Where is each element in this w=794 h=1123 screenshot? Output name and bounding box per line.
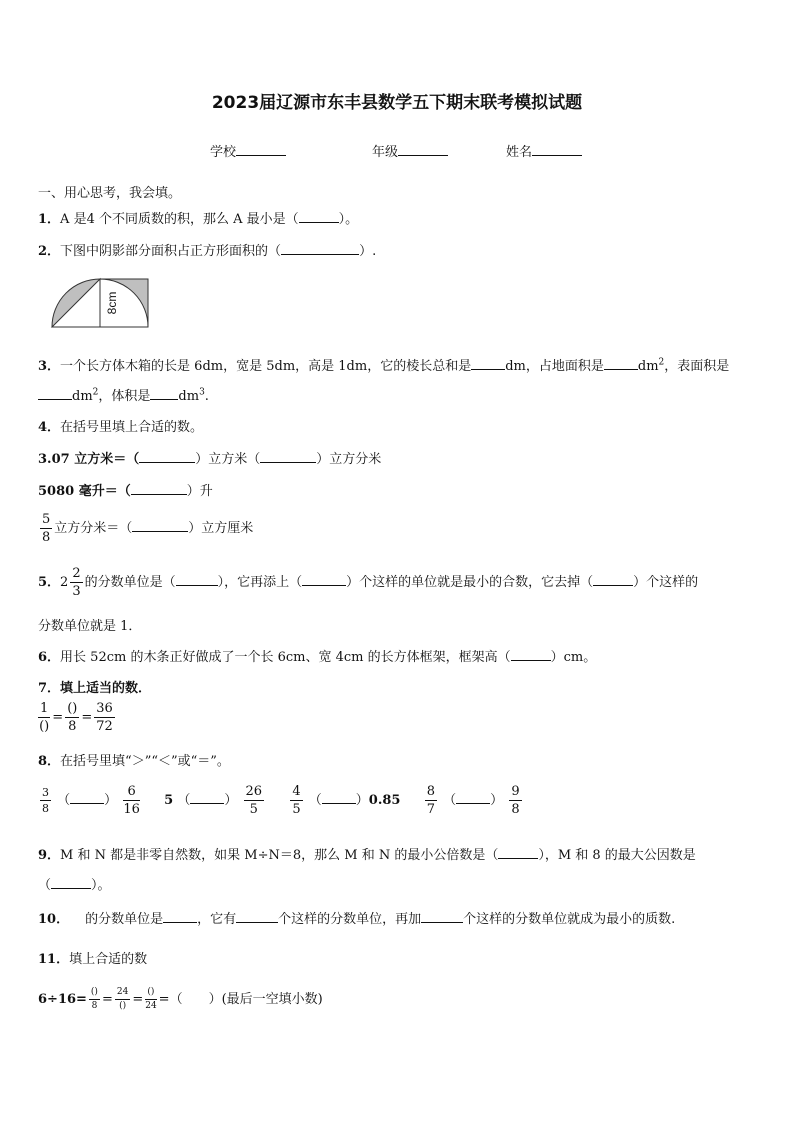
q6-blank[interactable] (511, 648, 551, 661)
page-title: 2023届辽源市东丰县数学五下期末联考模拟试题 (211, 93, 583, 113)
question-11 (38, 948, 147, 967)
question-5 (38, 567, 698, 598)
grade-label: 年级 (372, 145, 399, 160)
name-blank[interactable] (532, 143, 582, 156)
grade-blank[interactable] (398, 143, 448, 156)
q11-lead: 6÷16= (38, 992, 87, 1007)
q11-f3-num: () (145, 988, 156, 1000)
q11-f3-den: 24 (145, 1001, 157, 1011)
q9-blank-2[interactable] (51, 876, 91, 889)
q7-fraction-2 (65, 702, 79, 733)
q11-number: 11． (38, 952, 70, 967)
q7-fraction-1 (38, 702, 50, 733)
question-3 (38, 355, 729, 374)
q3-t5-sup: 2 (92, 387, 99, 398)
q4-line3-b: ）立方厘米 (188, 521, 254, 536)
q10-t4: 个这样的分数单位就成为最小的质数. (463, 912, 676, 927)
q5-line-2: 分数单位就是 1． (38, 619, 142, 634)
q6-text-b: ）cm。 (550, 650, 597, 665)
q9-text-b: ），M 和 8 的最大公因数是 (538, 848, 696, 863)
q8-blank-4[interactable] (456, 791, 490, 804)
q9-blank-1[interactable] (498, 846, 538, 859)
question-8 (38, 750, 230, 769)
q2-text-b: ）. (359, 244, 377, 259)
grade-field (372, 141, 448, 160)
q1-text-b: ）。 (338, 212, 359, 227)
q4-text: 在括号里填上合适的数。 (60, 420, 204, 435)
q9-text-a: M 和 N 都是非零自然数，如果 M÷N＝8，那么 M 和 N 的最小公倍数是（ (60, 848, 499, 863)
q4-line3-a: 立方分米＝（ (54, 521, 133, 536)
school-blank[interactable] (236, 143, 286, 156)
q10-blank-2[interactable] (236, 910, 278, 923)
q5-frac-num: 2 (72, 566, 81, 581)
q5-number: 5． (38, 575, 61, 590)
q7-equals-2: = (81, 710, 93, 725)
q7-number: 7． (38, 681, 61, 696)
q10-number: 10． (38, 912, 70, 927)
q11-fraction-1 (89, 988, 100, 1011)
q4-line-1 (38, 448, 381, 467)
q4-line-3 (38, 513, 253, 544)
q8-c4-paren-close: ） (490, 793, 504, 808)
q10-blank-3[interactable] (421, 910, 463, 923)
q7-f3-num: 36 (96, 701, 113, 716)
q3-t5: dm (72, 389, 93, 404)
q10-blank-1[interactable] (163, 910, 197, 923)
school-field (210, 141, 286, 160)
q6-number: 6． (38, 650, 61, 665)
question-4 (38, 416, 203, 435)
q9-text-c: （ (38, 878, 52, 893)
q3-number: 3． (38, 359, 61, 374)
q8-c2-den: 5 (249, 802, 258, 817)
q11-f1-den: 8 (91, 1001, 98, 1011)
q7-equation (36, 702, 117, 733)
q4-line-2 (38, 480, 213, 499)
q4-blank-4[interactable] (132, 519, 188, 532)
q11-fraction-3 (145, 988, 156, 1011)
q2-number: 2． (38, 244, 61, 259)
q8-c4-den: 7 (426, 802, 436, 817)
q4-line2-a: 5080 毫升＝（ (38, 484, 131, 499)
q7-text: 填上适当的数． (60, 681, 152, 696)
q8-c3-paren-open: （ (308, 793, 322, 808)
q2-figure (46, 276, 154, 332)
q9-number: 9． (38, 848, 61, 863)
question-1 (38, 208, 358, 227)
q1-number: 1． (38, 212, 61, 227)
q4-frac-num: 5 (42, 512, 51, 527)
q8-c1-num: 3 (42, 786, 49, 799)
q8-c1-b: 6 (123, 785, 140, 801)
q4-frac-den: 8 (42, 530, 51, 545)
q8-c2-num: 26 (245, 784, 263, 799)
q8-c2-whole: 5 (164, 793, 174, 808)
q4-blank-3[interactable] (131, 482, 187, 495)
q8-c2-paren-open: （ (177, 793, 191, 808)
q8-c3-num: 4 (292, 784, 301, 799)
q8-blank-3[interactable] (322, 791, 356, 804)
q8-c2-fraction (244, 785, 265, 816)
q3-t2: dm，占地面积是 (505, 359, 604, 374)
q8-c1-d: 16 (123, 802, 140, 817)
q4-blank-2[interactable] (260, 450, 316, 463)
q11-fraction-2 (115, 988, 130, 1011)
q8-c4-num: 8 (426, 784, 436, 799)
q10-t3: 个这样的分数单位，再加 (278, 912, 422, 927)
q9-text-d: ）。 (91, 878, 111, 893)
q8-comparisons (38, 785, 524, 816)
q9-line-2 (38, 874, 111, 893)
q4-fraction (40, 513, 52, 544)
q5-frac-den: 3 (72, 584, 81, 599)
q5-blank-1[interactable] (176, 573, 218, 586)
q8-c4-paren-open: （ (443, 793, 457, 808)
q5-blank-2[interactable] (302, 573, 346, 586)
q4-line2-b: ）升 (186, 484, 213, 499)
q5-t2: ），它再添上（ (217, 575, 303, 590)
q5-blank-3[interactable] (593, 573, 633, 586)
question-7 (38, 677, 151, 696)
question-9 (38, 844, 696, 863)
school-label: 学校 (210, 145, 237, 160)
q7-f1-num: 1 (40, 701, 49, 716)
q5-whole: 2 (60, 575, 69, 590)
q5-t3: ）个这样的单位就是最小的合数，它去掉（ (346, 575, 594, 590)
name-label: 姓名 (506, 145, 533, 160)
q8-c1-paren-open: （ (57, 793, 71, 808)
figure-dimension-label: 8cm (105, 291, 119, 315)
q3-t8: . (204, 389, 209, 404)
q8-number: 8． (38, 754, 61, 769)
q10-t1: 的分数单位是 (85, 912, 164, 927)
q8-c4-b: 9 (511, 784, 520, 799)
q11-f1-num: () (89, 988, 100, 1000)
question-3-line2 (38, 385, 209, 404)
q8-c4-left (425, 785, 437, 816)
q3-blank-1[interactable] (471, 357, 505, 370)
q7-fraction-3 (94, 702, 115, 733)
q3-t6: ，体积是 (98, 389, 151, 404)
q8-c1-right (123, 785, 140, 816)
q3-t3: dm (637, 359, 659, 374)
q8-text: 在括号里填“＞”“＜”或“＝”。 (60, 754, 230, 769)
q4-line1-b: ）立方米（ (195, 452, 261, 467)
q8-c4-d: 8 (511, 802, 520, 817)
q8-c4-right (509, 785, 521, 816)
q11-equation: 6÷16= $\frac{()}{8}$ = $\frac{24}{()}$ = $\frac{()}{24}$ =（ ）(最后一空填小数) (38, 987, 323, 1011)
section-heading: 一、用心思考，我会填。 (38, 186, 182, 201)
q11-f2-num: 24 (115, 988, 130, 1000)
q7-f2-num: () (67, 701, 78, 716)
q7-equals-1: = (52, 710, 64, 725)
q10-t2: ，它有 (197, 912, 237, 927)
name-field (506, 141, 582, 160)
q11-f2-den: () (119, 1001, 127, 1011)
q3-t4: ，表面积是 (664, 359, 730, 374)
q5-fraction (70, 567, 82, 598)
q3-t7: dm (178, 389, 200, 404)
q8-blank-2[interactable] (190, 791, 224, 804)
q6-text-a: 用长 52cm 的木条正好做成了一个长 6cm、宽 4cm 的长方体框架，框架高（ (60, 650, 511, 665)
q11-tail: =（ ）(最后一空填小数) (158, 992, 323, 1007)
question-10 (38, 908, 675, 927)
q3-blank-2[interactable] (604, 357, 638, 370)
q11-text: 填上合适的数 (69, 952, 148, 967)
q4-blank-1[interactable] (139, 450, 195, 463)
q8-c1-den: 8 (42, 802, 49, 815)
q8-c2-paren-close: ） (224, 793, 238, 808)
q4-line1-c: ）立方分米 (316, 452, 382, 467)
q8-c3-value: 0.85 (368, 793, 401, 808)
q1-text-a: A 是4 个不同质数的积，那么 A 最小是（ (60, 212, 299, 227)
question-2 (38, 240, 376, 259)
question-6 (38, 646, 596, 665)
q3-t7-sup: 3 (199, 387, 205, 398)
q8-c3-fraction (290, 785, 302, 816)
q2-text-a: 下图中阴影部分面积占正方形面积的（ (60, 244, 282, 259)
q4-number: 4． (38, 420, 61, 435)
q3-t3-sup: 2 (658, 357, 665, 368)
q3-blank-3[interactable] (38, 387, 72, 400)
q2-blank[interactable] (281, 242, 359, 255)
q5-t1: 的分数单位是（ (84, 575, 176, 590)
q8-c1-paren-close: ） (104, 793, 118, 808)
q8-c3-den: 5 (292, 802, 301, 817)
q3-t1: 一个长方体木箱的长是 6dm，宽是 5dm，高是 1dm，它的棱长总和是 (60, 359, 472, 374)
q4-line1-a: 3.07 立方米＝（ (38, 452, 140, 467)
q7-f2-den: 8 (68, 719, 77, 734)
q7-f3-den: 72 (96, 719, 113, 734)
q8-c1-left (40, 787, 51, 814)
q3-blank-4[interactable] (150, 387, 178, 400)
q1-blank[interactable] (299, 210, 339, 223)
q5-t4: ）个这样的 (633, 575, 699, 590)
q8-c3-paren-close: ） (355, 793, 369, 808)
q8-blank-1[interactable] (70, 791, 104, 804)
q7-f1-den: () (39, 719, 50, 734)
